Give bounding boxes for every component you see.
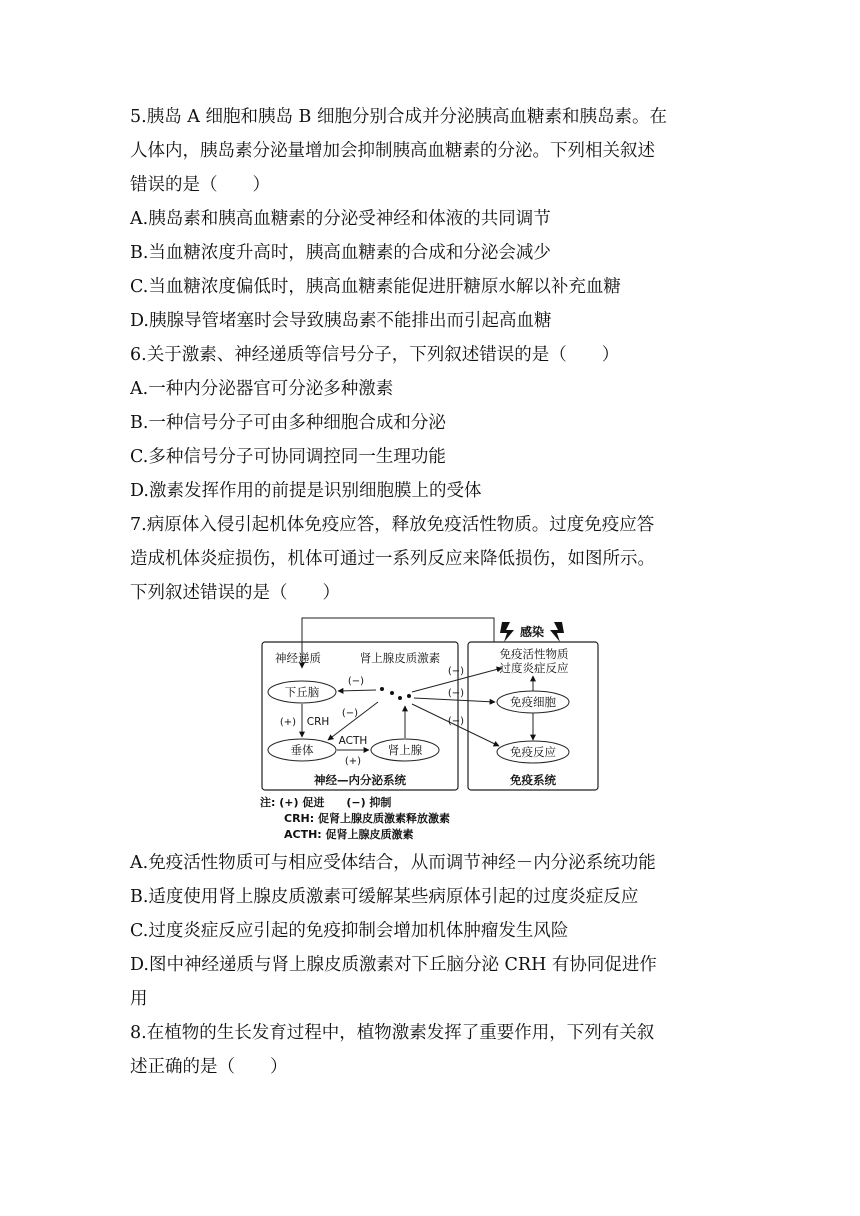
minus-label-1: (−) [347,676,365,687]
hormone-dot [407,694,411,698]
immune-active-label: 免疫活性物质 [499,647,569,661]
hypothalamus-label: 下丘脑 [284,685,320,699]
minus-label-3: (−) [447,666,465,677]
minus-label-4: (−) [447,688,465,699]
q6-option-a: A.一种内分泌器官可分泌多种激素 [130,379,394,399]
q6-option-b: B.一种信号分子可由多种细胞合成和分泌 [130,413,446,433]
q7-option-c: C.过度炎症反应引起的免疫抑制会增加机体肿瘤发生风险 [130,921,569,941]
pituitary-label: 垂体 [290,743,314,757]
q5-option-b: B.当血糖浓度升高时，胰高血糖素的合成和分泌会减少 [130,243,551,263]
plus-label-2: (+) [344,756,362,767]
note-line-1: 注: (+) 促进 (−) 抑制 [260,796,392,809]
immune-response-label: 免疫反应 [510,745,556,759]
q7-option-d: D.图中神经递质与肾上腺皮质激素对下丘脑分泌 CRH 有协同促进作 [130,955,657,975]
q7-option-a: A.免疫活性物质可与相应受体结合，从而调节神经－内分泌系统功能 [130,853,656,873]
infection-label: 感染 [519,625,545,639]
q7-option-d-continued: 用 [130,989,148,1009]
adrenal-label: 肾上腺 [387,743,423,757]
plus-label-1: (+) [279,717,297,728]
hormone-dot [398,696,402,700]
lightning-left-icon [500,622,514,642]
hormone-to-hypothalamus-arrow [338,690,376,691]
minus-label-5: (−) [447,716,465,727]
q7-stem-line-2: 造成机体炎症损伤，机体可通过一系列反应来降低损伤，如图所示。 [130,549,655,569]
hormone-dot [380,687,384,691]
q6-option-d: D.激素发挥作用的前提是识别细胞膜上的受体 [130,481,482,501]
crh-label: CRH [306,716,330,728]
q5-stem-line-2: 人体内，胰岛素分泌量增加会抑制胰高血糖素的分泌。下列相关叙述 [130,141,655,161]
neurotransmitter-label: 神经递质 [275,651,321,665]
acth-label: ACTH [338,735,368,747]
q5-stem-line-3: 错误的是（ ） [130,175,270,195]
q7-stem-line-1: 7.病原体入侵引起机体免疫应答，释放免疫活性物质。过度免疫应答 [130,515,655,535]
note-line-3: ACTH: 促肾上腺皮质激素 [284,828,414,841]
minus-label-2: (−) [341,708,359,719]
q6-option-c: C.多种信号分子可协同调控同一生理功能 [130,447,446,467]
immune-cells-label: 免疫细胞 [510,695,556,709]
hormone-dot [390,691,394,695]
q5-stem-line-1: 5.胰岛 A 细胞和胰岛 B 细胞分别合成并分泌胰高血糖素和胰岛素。在 [130,107,667,127]
system-left-label: 神经—内分泌系统 [314,773,406,787]
q6-stem-line-1: 6.关于激素、神经递质等信号分子，下列叙述错误的是（ ） [130,345,620,365]
regulation-diagram [258,612,603,842]
corticosteroid-label: 肾上腺皮质激素 [359,651,441,665]
note-line-2: CRH: 促肾上腺皮质激素释放激素 [284,812,450,825]
q5-option-c: C.当血糖浓度偏低时，胰高血糖素能促进肝糖原水解以补充血糖 [130,277,621,297]
lightning-right-icon [550,622,564,642]
q7-option-b: B.适度使用肾上腺皮质激素可缓解某些病原体引起的过度炎症反应 [130,887,639,907]
q8-stem-line-2: 述正确的是（ ） [130,1057,288,1077]
q8-stem-line-1: 8.在植物的生长发育过程中，植物激素发挥了重要作用，下列有关叙 [130,1023,655,1043]
q5-option-d: D.胰腺导管堵塞时会导致胰岛素不能排出而引起高血糖 [130,311,552,331]
q5-option-a: A.胰岛素和胰高血糖素的分泌受神经和体液的共同调节 [130,209,551,229]
excess-inflammation-label: 过度炎症反应 [499,661,569,675]
q7-stem-line-3: 下列叙述错误的是（ ） [130,583,340,603]
system-right-label: 免疫系统 [510,773,556,787]
